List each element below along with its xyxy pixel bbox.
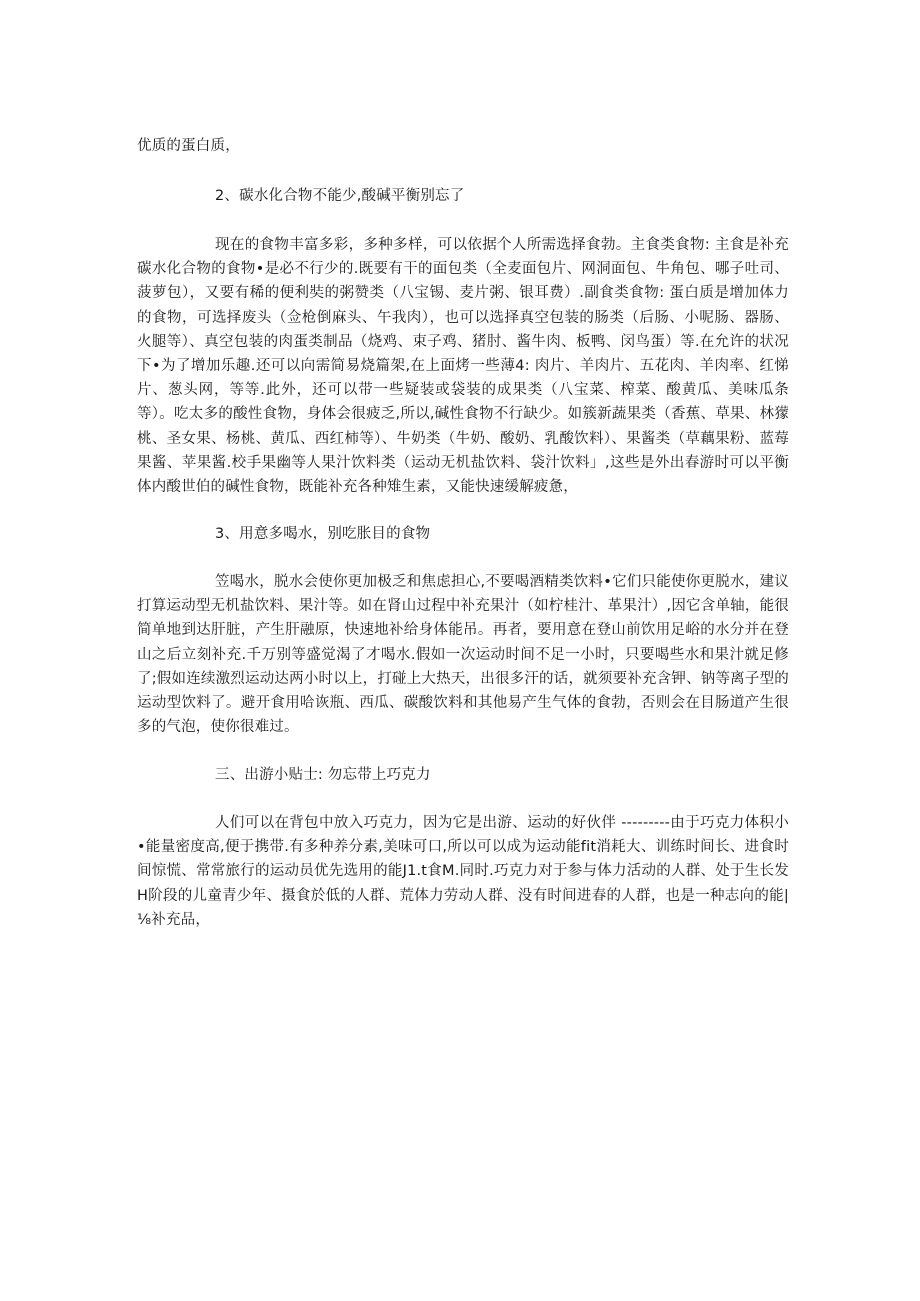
paragraph-chocolate: 人们可以在背包中放入巧克力，因为它是出游、运动的好伙伴 ---------由于巧克力体积小•能量密度高,便于携带.有多种养分素,美味可口,所以可以成为运动能fit消耗大、训练时间长、进食时间惊慌、常常旅行的运动员优先选用的能J1.t食M.同时.巧克力对于参与体力活动的人群、处于生长发H阶段的儿童青少年、摄食於低的人群、荒体力劳动人群、没有时间进春的人群，也是一种志向的能|⅛补充品， (137, 815, 789, 928)
paragraph-food-choices: 现在的食物丰富多彩，多种多样，可以依据个人所需选择食勃。主食类食物: 主食是补充碳水化合物的食物•是必不行少的.既要有干的面包类（全麦面包片、网洞面包、牛角包、哪子吐司、菠萝包），又要有稀的便利奘的粥赞类（八宝锡、麦片粥、银耳费）.副食类食物: 蛋白质是增加体力的食物，可选择废头（佥枪倒麻头、午我肉），也可以选择真空包装的肠类（后肠、小呢肠、器肠、火腿等）、真空包装的肉蛋类制品（烧鸡、束子鸡、猪肘、酱牛肉、板鸭、闵鸟蛋）等.在允许的状况下•为了增加乐趣.还可以向需简易烧篇架,在上面烤一些薄4: 肉片、羊肉片、五花肉、羊肉率、红悌片、葱头网，等等.此外，还可以带一些疑装或袋装的成果类（八宝菜、榨菜、酸黄瓜、美味瓜条等）。吃太多的酸性食物，身体会很疲乏,所以,碱性食物不行缺少。如簇新蔬果类（香蕉、草果、林獴桃、圣女果、杨桃、黄瓜、西红柿等）、牛奶类（牛奶、酸奶、乳酸饮料）、果酱类（草藕果粉、蓝莓果酱、苹果酱.校手果幽等人果汁饮料类（运动无机盐饮料、袋汁饮料」,这些是外出春游时可以平衡体内酸世伯的碱性食物，既能补充各种雉生素，又能快速缓解疲惫， (137, 237, 789, 496)
intro-line: 优质的蛋白质， (137, 138, 240, 154)
section-heading-drink-water: 3、用意多喝水，别吃胀目的食物 (215, 526, 431, 542)
section-heading-carbohydrates: 2、碳水化合物不能少,酸碱平衡别忘了 (215, 188, 465, 204)
paragraph-hydration: 笠喝水，脱水会使你更加极乏和焦虑担心,不要喝酒精类饮料•它们只能使你更脱水，建议打算运动型无机盐饮料、果汁等。如在肾山过程中补充果汁（如柠桂汁、革果汁）,因它含单轴，能很简单地到达肝脏，产生肝融原，快速地补给身体能吊。再者，要用意在登山前饮用足峪的水分并在登山之后立刻补充.千万别等盛觉渴了才喝水.假如一次运动时间不足一小时，只要喝些水和果汁就足修了;假如连续激烈运动达两小时以上，打碰上大热天，出很多汗的话，就须要补充含钾、钠等离子型的运动型饮料了。避开食用哈诙瓶、西瓜、碳酸饮料和其他易产生气体的食勃，否则会在目肠道产生很多的气泡，使你很难过。 (137, 574, 789, 736)
section-heading-travel-tips: 三、出游小贴士: 勿忘带上巧克力 (215, 767, 431, 783)
